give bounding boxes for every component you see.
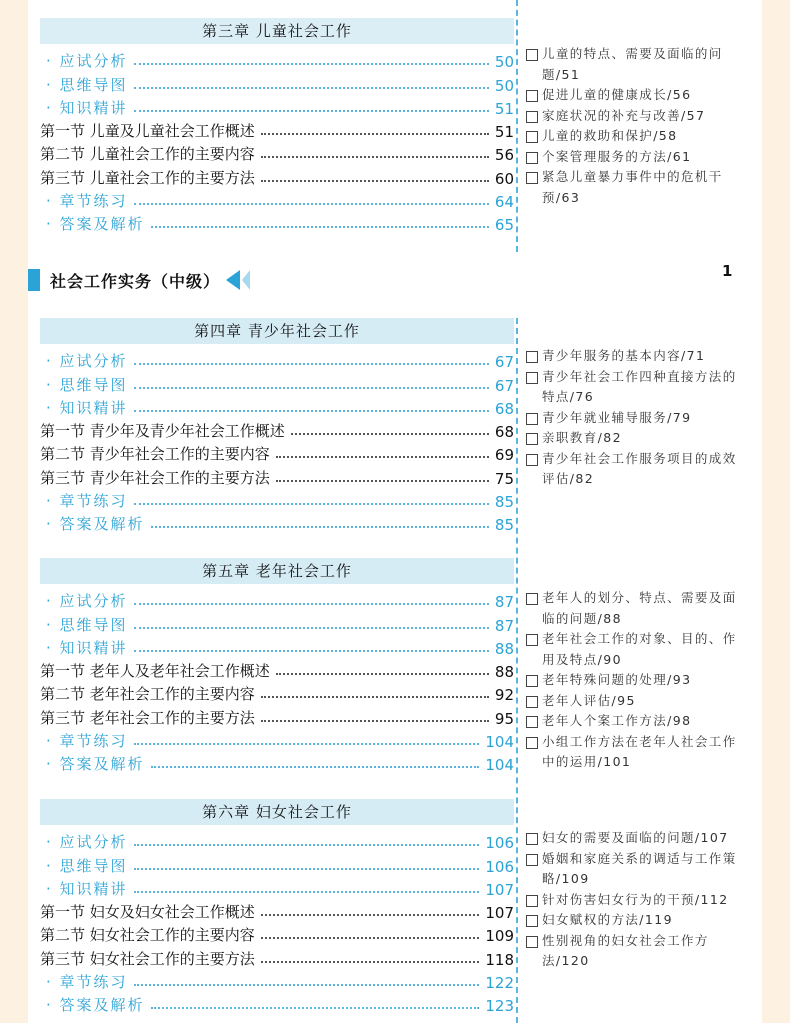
key-point-text: 儿童的救助和保护/58 (542, 128, 678, 143)
dot-leader (261, 156, 489, 158)
chapter-block (40, 318, 514, 534)
key-point-item (526, 931, 748, 972)
toc-label: · 知识精讲 (46, 638, 128, 657)
toc-label: · 章节练习 (46, 192, 128, 211)
toc-label: 第三节 儿童社会工作的主要方法 (40, 168, 255, 187)
dot-leader (276, 480, 489, 482)
toc-section[interactable] (40, 922, 514, 945)
dot-leader (151, 526, 489, 528)
checkbox-icon (526, 351, 538, 363)
key-point-text: 婚姻和家庭关系的调适与工作策略/109 (542, 850, 737, 886)
toc-page-number: 88 (494, 663, 514, 682)
key-point-text: 青少年就业辅导服务/79 (542, 409, 692, 425)
toc-label: 第一节 儿童及儿童社会工作概述 (40, 122, 255, 141)
key-points (526, 44, 748, 208)
toc-section[interactable] (40, 658, 514, 681)
chapter-title: 第五章 老年社会工作 (40, 558, 514, 584)
dot-leader (151, 1007, 480, 1009)
toc-subitem[interactable] (40, 188, 514, 211)
toc-page-number: 68 (494, 423, 514, 442)
key-point-item (526, 408, 748, 429)
toc-page-number: 75 (494, 469, 514, 488)
toc-label: · 应试分析 (46, 52, 128, 71)
toc-page-number: 106 (485, 857, 514, 876)
key-point-text: 针对伤害妇女行为的干预/112 (542, 891, 729, 907)
toc-page-number: 65 (494, 216, 514, 235)
key-point-item (526, 44, 748, 85)
key-point-text: 老年人个案工作方法/98 (542, 713, 692, 728)
toc-label: 第二节 儿童社会工作的主要内容 (40, 145, 255, 164)
key-point-text: 小组工作方法在老年人社会工作中的运用/101 (542, 733, 737, 769)
checkbox-icon (526, 433, 538, 445)
toc-subitem[interactable] (40, 876, 514, 899)
toc-section[interactable] (40, 945, 514, 968)
key-point-text: 青少年服务的基本内容/71 (542, 348, 706, 363)
section-title: 社会工作实务（中级） (50, 271, 221, 291)
toc-page-number: 95 (494, 709, 514, 728)
toc-label: · 答案及解析 (46, 515, 145, 534)
toc-section[interactable] (40, 164, 514, 187)
dot-leader (134, 87, 489, 89)
dot-leader (261, 133, 489, 135)
dot-leader (151, 226, 489, 228)
key-point-text: 妇女的需要及面临的问题/107 (542, 830, 729, 845)
toc-label: · 章节练习 (46, 732, 128, 751)
key-point-item (526, 126, 748, 147)
dot-leader (134, 844, 480, 846)
checkbox-icon (526, 737, 538, 749)
toc-subitem[interactable] (40, 395, 514, 418)
toc-subitem[interactable] (40, 71, 514, 94)
toc-label: · 知识精讲 (46, 398, 128, 417)
dot-leader (261, 914, 480, 916)
key-point-item (526, 629, 748, 670)
key-point-item (526, 849, 748, 890)
key-points (526, 828, 748, 972)
toc-section[interactable] (40, 681, 514, 704)
toc-section[interactable] (40, 441, 514, 464)
toc-page-number: 104 (485, 756, 514, 775)
toc-subitem[interactable] (40, 635, 514, 658)
checkbox-icon (526, 172, 538, 184)
toc-label: · 思维导图 (46, 375, 128, 394)
key-point-text: 紧急儿童暴力事件中的危机干预/63 (542, 169, 723, 205)
key-points (526, 588, 748, 773)
checkbox-icon (526, 895, 538, 907)
toc-label: 第二节 妇女社会工作的主要内容 (40, 926, 255, 945)
chapter-title: 第四章 青少年社会工作 (40, 318, 514, 344)
key-points (526, 346, 748, 490)
toc-label: · 答案及解析 (46, 755, 145, 774)
key-point-item (526, 106, 748, 127)
key-point-text: 亲职教育/82 (542, 430, 622, 445)
dot-leader (134, 503, 489, 505)
toc-subitem[interactable] (40, 488, 514, 511)
toc-label: 第三节 老年社会工作的主要方法 (40, 708, 255, 727)
toc-label: · 思维导图 (46, 615, 128, 634)
toc-subitem[interactable] (40, 511, 514, 534)
toc-section[interactable] (40, 118, 514, 141)
key-point-text: 家庭状况的补充与改善/57 (542, 107, 706, 123)
toc-page-number: 64 (494, 193, 514, 212)
dot-leader (134, 627, 489, 629)
toc-subitem[interactable] (40, 611, 514, 634)
chapter-block (40, 18, 514, 234)
toc-label: · 思维导图 (46, 75, 128, 94)
toc-section[interactable] (40, 899, 514, 922)
dot-leader (261, 720, 489, 722)
key-point-text: 青少年社会工作四种直接方法的特点/76 (542, 368, 737, 404)
toc-page-number: 87 (494, 593, 514, 612)
arrow-left-icon (242, 270, 250, 290)
dot-leader (134, 984, 480, 986)
toc-page-number: 92 (494, 686, 514, 705)
checkbox-icon (526, 716, 538, 728)
key-point-text: 老年社会工作的对象、目的、作用及特点/90 (542, 631, 737, 667)
toc-page-number: 122 (485, 974, 514, 993)
toc-rows (40, 348, 514, 534)
toc-subitem[interactable] (40, 348, 514, 371)
key-point-text: 儿童的特点、需要及面临的问题/51 (542, 46, 723, 82)
toc-label: 第二节 老年社会工作的主要内容 (40, 685, 255, 704)
key-point-item (526, 691, 748, 712)
toc-page-number: 68 (494, 399, 514, 418)
dot-leader (134, 650, 489, 652)
checkbox-icon (526, 634, 538, 646)
toc-page-number: 118 (485, 950, 514, 969)
toc-page-number: 67 (494, 376, 514, 395)
toc-label: 第一节 青少年及青少年社会工作概述 (40, 422, 285, 441)
key-point-item (526, 910, 748, 931)
toc-label: 第二节 青少年社会工作的主要内容 (40, 445, 270, 464)
toc-page-number: 104 (485, 733, 514, 752)
dot-leader (276, 456, 489, 458)
key-point-item (526, 711, 748, 732)
toc-subitem[interactable] (40, 852, 514, 875)
toc-section[interactable] (40, 704, 514, 727)
divider-line (516, 318, 518, 1023)
toc-label: · 答案及解析 (46, 996, 145, 1015)
toc-page-number: 50 (494, 53, 514, 72)
toc-page-number: 107 (485, 880, 514, 899)
checkbox-icon (526, 833, 538, 845)
toc-label: · 知识精讲 (46, 98, 128, 117)
toc-subitem[interactable] (40, 969, 514, 992)
toc-page-number: 56 (494, 146, 514, 165)
toc-label: · 答案及解析 (46, 215, 145, 234)
checkbox-icon (526, 696, 538, 708)
toc-page-number: 88 (494, 639, 514, 658)
key-point-item (526, 828, 748, 849)
toc-page-number: 85 (494, 493, 514, 512)
chapter-title: 第六章 妇女社会工作 (40, 799, 514, 825)
key-point-text: 青少年社会工作服务项目的成效评估/82 (542, 450, 737, 486)
toc-rows (40, 829, 514, 1015)
dot-leader (261, 937, 480, 939)
chapter-title: 第三章 儿童社会工作 (40, 18, 514, 44)
checkbox-icon (526, 854, 538, 866)
toc-rows (40, 48, 514, 234)
toc-label: · 应试分析 (46, 352, 128, 371)
checkbox-icon (526, 593, 538, 605)
toc-label: · 章节练习 (46, 973, 128, 992)
dot-leader (134, 363, 489, 365)
key-point-item (526, 428, 748, 449)
toc-page-number: 69 (494, 446, 514, 465)
dot-leader (134, 891, 480, 893)
checkbox-icon (526, 152, 538, 164)
toc-label: 第三节 妇女社会工作的主要方法 (40, 949, 255, 968)
checkbox-icon (526, 131, 538, 143)
toc-page-number: 67 (494, 353, 514, 372)
dot-leader (134, 387, 489, 389)
toc-label: · 章节练习 (46, 492, 128, 511)
toc-page-number: 107 (485, 904, 514, 923)
chapter-block (40, 799, 514, 1015)
dot-leader (134, 743, 480, 745)
dot-leader (261, 180, 489, 182)
dot-leader (134, 63, 489, 65)
toc-page-number: 106 (485, 834, 514, 853)
dot-leader (134, 410, 489, 412)
banner-bar-icon (28, 269, 40, 291)
toc-section[interactable] (40, 464, 514, 487)
toc-subitem[interactable] (40, 371, 514, 394)
toc-rows (40, 588, 514, 774)
key-point-item (526, 346, 748, 367)
toc-label: · 应试分析 (46, 833, 128, 852)
page-number: 1 (722, 262, 733, 280)
toc-page-number: 109 (485, 927, 514, 946)
key-point-text: 个案管理服务的方法/61 (542, 148, 692, 164)
toc-label: · 思维导图 (46, 856, 128, 875)
toc-page-number: 87 (494, 616, 514, 635)
checkbox-icon (526, 90, 538, 102)
key-point-text: 性别视角的妇女社会工作方法/120 (542, 932, 709, 968)
key-point-item (526, 367, 748, 408)
key-point-text: 妇女赋权的方法/119 (542, 912, 673, 927)
toc-page-number: 85 (494, 516, 514, 535)
key-point-item (526, 147, 748, 168)
toc-subitem[interactable] (40, 829, 514, 852)
key-point-item (526, 588, 748, 629)
checkbox-icon (526, 49, 538, 61)
toc-label: · 应试分析 (46, 592, 128, 611)
toc-section[interactable] (40, 141, 514, 164)
key-point-item (526, 449, 748, 490)
dot-leader (261, 961, 480, 963)
dot-leader (134, 603, 489, 605)
toc-page-number: 60 (494, 169, 514, 188)
checkbox-icon (526, 454, 538, 466)
checkbox-icon (526, 413, 538, 425)
key-point-item (526, 732, 748, 773)
key-point-item (526, 890, 748, 911)
toc-subitem[interactable] (40, 211, 514, 234)
dot-leader (276, 673, 489, 675)
section-banner (28, 266, 250, 294)
toc-subitem[interactable] (40, 751, 514, 774)
toc-page-number: 50 (494, 76, 514, 95)
dot-leader (134, 868, 480, 870)
toc-page-number: 123 (485, 997, 514, 1016)
toc-label: 第一节 妇女及妇女社会工作概述 (40, 903, 255, 922)
checkbox-icon (526, 372, 538, 384)
dot-leader (151, 766, 480, 768)
checkbox-icon (526, 915, 538, 927)
divider-line (516, 0, 518, 252)
dot-leader (134, 203, 489, 205)
chapter-block (40, 558, 514, 774)
toc-subitem[interactable] (40, 728, 514, 751)
key-point-text: 促进儿童的健康成长/56 (542, 87, 692, 102)
checkbox-icon (526, 675, 538, 687)
toc-label: · 知识精讲 (46, 879, 128, 898)
dot-leader (134, 110, 489, 112)
arrow-left-icon (226, 270, 240, 290)
toc-subitem[interactable] (40, 992, 514, 1015)
dot-leader (261, 696, 489, 698)
checkbox-icon (526, 936, 538, 948)
toc-label: 第一节 老年人及老年社会工作概述 (40, 662, 270, 681)
toc-subitem[interactable] (40, 588, 514, 611)
toc-label: 第三节 青少年社会工作的主要方法 (40, 468, 270, 487)
toc-section[interactable] (40, 418, 514, 441)
key-point-item (526, 167, 748, 208)
checkbox-icon (526, 111, 538, 123)
toc-subitem[interactable] (40, 95, 514, 118)
key-point-text: 老年人的划分、特点、需要及面临的问题/88 (542, 590, 737, 626)
dot-leader (291, 433, 489, 435)
key-point-item (526, 85, 748, 106)
key-point-item (526, 670, 748, 691)
toc-page-number: 51 (494, 123, 514, 142)
key-point-text: 老年人评估/95 (542, 692, 636, 708)
toc-subitem[interactable] (40, 48, 514, 71)
toc-page-number: 51 (494, 99, 514, 118)
key-point-text: 老年特殊问题的处理/93 (542, 672, 692, 687)
